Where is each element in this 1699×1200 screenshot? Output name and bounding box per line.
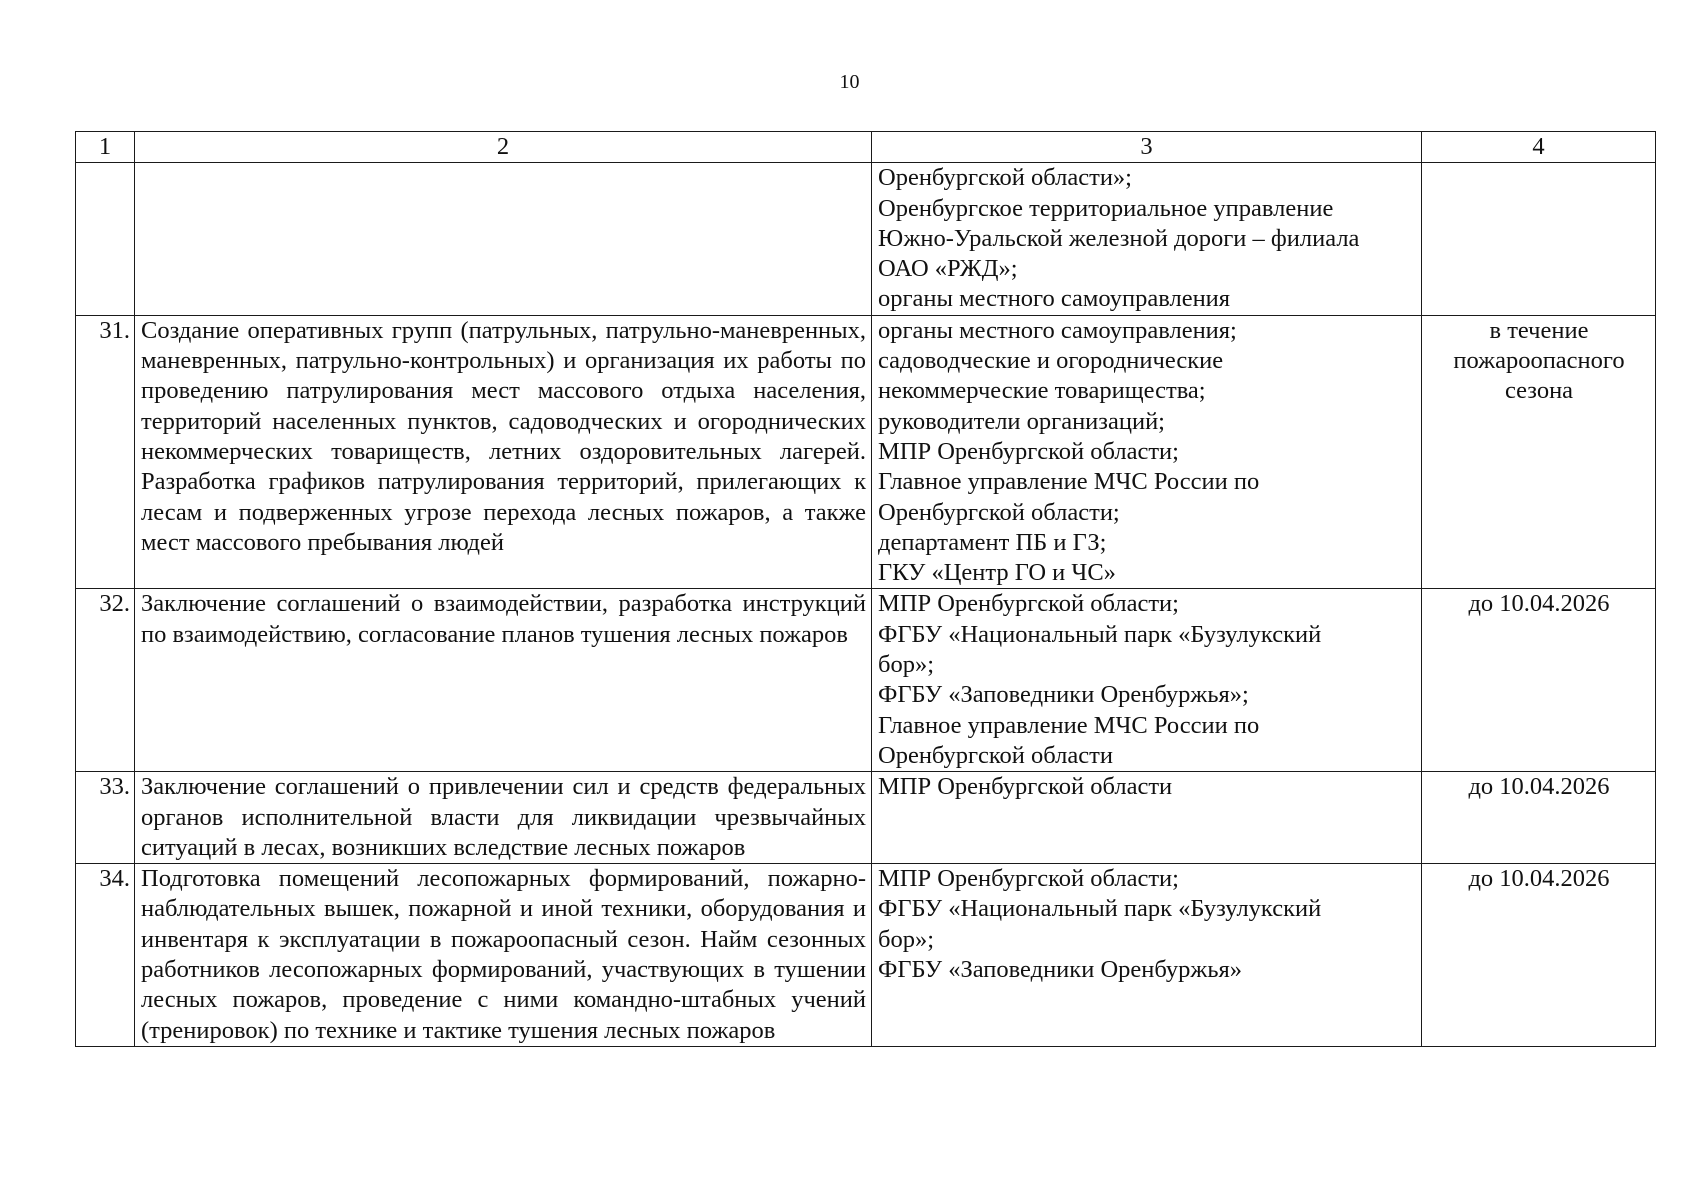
- table-row-continuation: [76, 163, 1656, 315]
- executor-line: Оренбургской области;: [878, 498, 1120, 526]
- row-number-cell: [76, 163, 135, 315]
- header-cell-2: 2: [135, 132, 872, 163]
- executor-line: МПР Оренбургской области: [878, 773, 1173, 801]
- row-term: [1422, 864, 1656, 1047]
- row-term: [1422, 315, 1656, 589]
- row-description: Создание оперативных групп (патрульных, патрульно-маневренных, маневренных, патрульно-контрольных) и организация их работы по проведению патрулирования мест массового отдыха населения, территорий населенных пунктов, садоводческих и огороднических некоммерческих товариществ, летних оздоровительных лагерей. Разработка графиков патрулирования территорий, прилегающих к лесам и подверженных угрозе перехода лесных пожаров, а также мест массового пребывания людей: [135, 315, 872, 589]
- executor-line: ГКУ «Центр ГО и ЧС»: [878, 559, 1116, 587]
- row-number: 31.: [76, 315, 135, 589]
- term-line: пожароопасного: [1453, 347, 1625, 375]
- header-cell-3: 3: [872, 132, 1422, 163]
- table-row: [76, 315, 1656, 589]
- executor-line: Оренбургское территориальное управление: [878, 194, 1334, 222]
- table-row: [76, 772, 1656, 864]
- term-line: сезона: [1504, 377, 1574, 405]
- executor-line: Оренбургской области: [878, 741, 1113, 769]
- executor-line: ФГБУ «Заповедники Оренбуржья»: [878, 956, 1243, 984]
- executor-line: Главное управление МЧС России по: [878, 711, 1260, 739]
- row-description-cell: [135, 163, 872, 315]
- table-row: [76, 589, 1656, 772]
- executor-line: МПР Оренбургской области;: [878, 437, 1179, 465]
- row-number: 33.: [76, 772, 135, 864]
- executor-line: органы местного самоуправления;: [878, 316, 1237, 344]
- executor-line: Южно-Уральской железной дороги – филиала: [878, 224, 1360, 252]
- row-executors: [872, 315, 1422, 589]
- executor-line: бор»;: [878, 925, 935, 953]
- page-number: 10: [839, 71, 860, 93]
- row-term: [1422, 772, 1656, 864]
- executor-line: ФГБУ «Национальный парк «Бузулукский: [878, 620, 1322, 648]
- executor-line: Оренбургской области»;: [878, 164, 1132, 192]
- row-executors: [872, 589, 1422, 772]
- row-term: [1422, 589, 1656, 772]
- row-description: Подготовка помещений лесопожарных формирований, пожарно-наблюдательных вышек, пожарной и иной техники, оборудования и инвентаря к эксплуатации в пожароопасный сезон. Найм сезонных работников лесопожарных формирований, участвующих в тушении лесных пожаров, проведение с ними командно-штабных учений (тренировок) по технике и тактике тушения лесных пожаров: [135, 864, 872, 1047]
- executor-line: Главное управление МЧС России по: [878, 468, 1260, 496]
- executor-line: МПР Оренбургской области;: [878, 865, 1179, 893]
- row-executors: [872, 864, 1422, 1047]
- executor-line: бор»;: [878, 651, 935, 679]
- executor-line: органы местного самоуправления: [878, 285, 1231, 313]
- executor-line: ОАО «РЖД»;: [878, 255, 1018, 283]
- executor-line: некоммерческие товарищества;: [878, 377, 1206, 405]
- row-description: Заключение соглашений о взаимодействии, разработка инструкций по взаимодействию, согласование планов тушения лесных пожаров: [135, 589, 872, 772]
- row-executors-cell: [872, 163, 1422, 315]
- row-executors: [872, 772, 1422, 864]
- header-cell-4: 4: [1422, 132, 1656, 163]
- term-line: до 10.04.2026: [1468, 773, 1610, 801]
- term-line: в течение: [1489, 316, 1589, 344]
- plan-table: [75, 131, 1656, 1047]
- term-line: до 10.04.2026: [1468, 865, 1610, 893]
- executor-line: департамент ПБ и ГЗ;: [878, 528, 1107, 556]
- executor-line: ФГБУ «Заповедники Оренбуржья»;: [878, 681, 1249, 709]
- executor-line: садоводческие и огороднические: [878, 347, 1224, 375]
- table-header-row: [76, 132, 1656, 163]
- row-term-cell: [1422, 163, 1656, 315]
- row-number: 32.: [76, 589, 135, 772]
- executor-line: МПР Оренбургской области;: [878, 590, 1179, 618]
- term-line: до 10.04.2026: [1468, 590, 1610, 618]
- table-row: [76, 864, 1656, 1047]
- executor-line: руководители организаций;: [878, 407, 1165, 435]
- row-number: 34.: [76, 864, 135, 1047]
- header-cell-1: 1: [76, 132, 135, 163]
- executor-line: ФГБУ «Национальный парк «Бузулукский: [878, 895, 1322, 923]
- row-description: Заключение соглашений о привлечении сил и средств федеральных органов исполнительной власти для ликвидации чрезвычайных ситуаций в лесах, возникших вследствие лесных пожаров: [135, 772, 872, 864]
